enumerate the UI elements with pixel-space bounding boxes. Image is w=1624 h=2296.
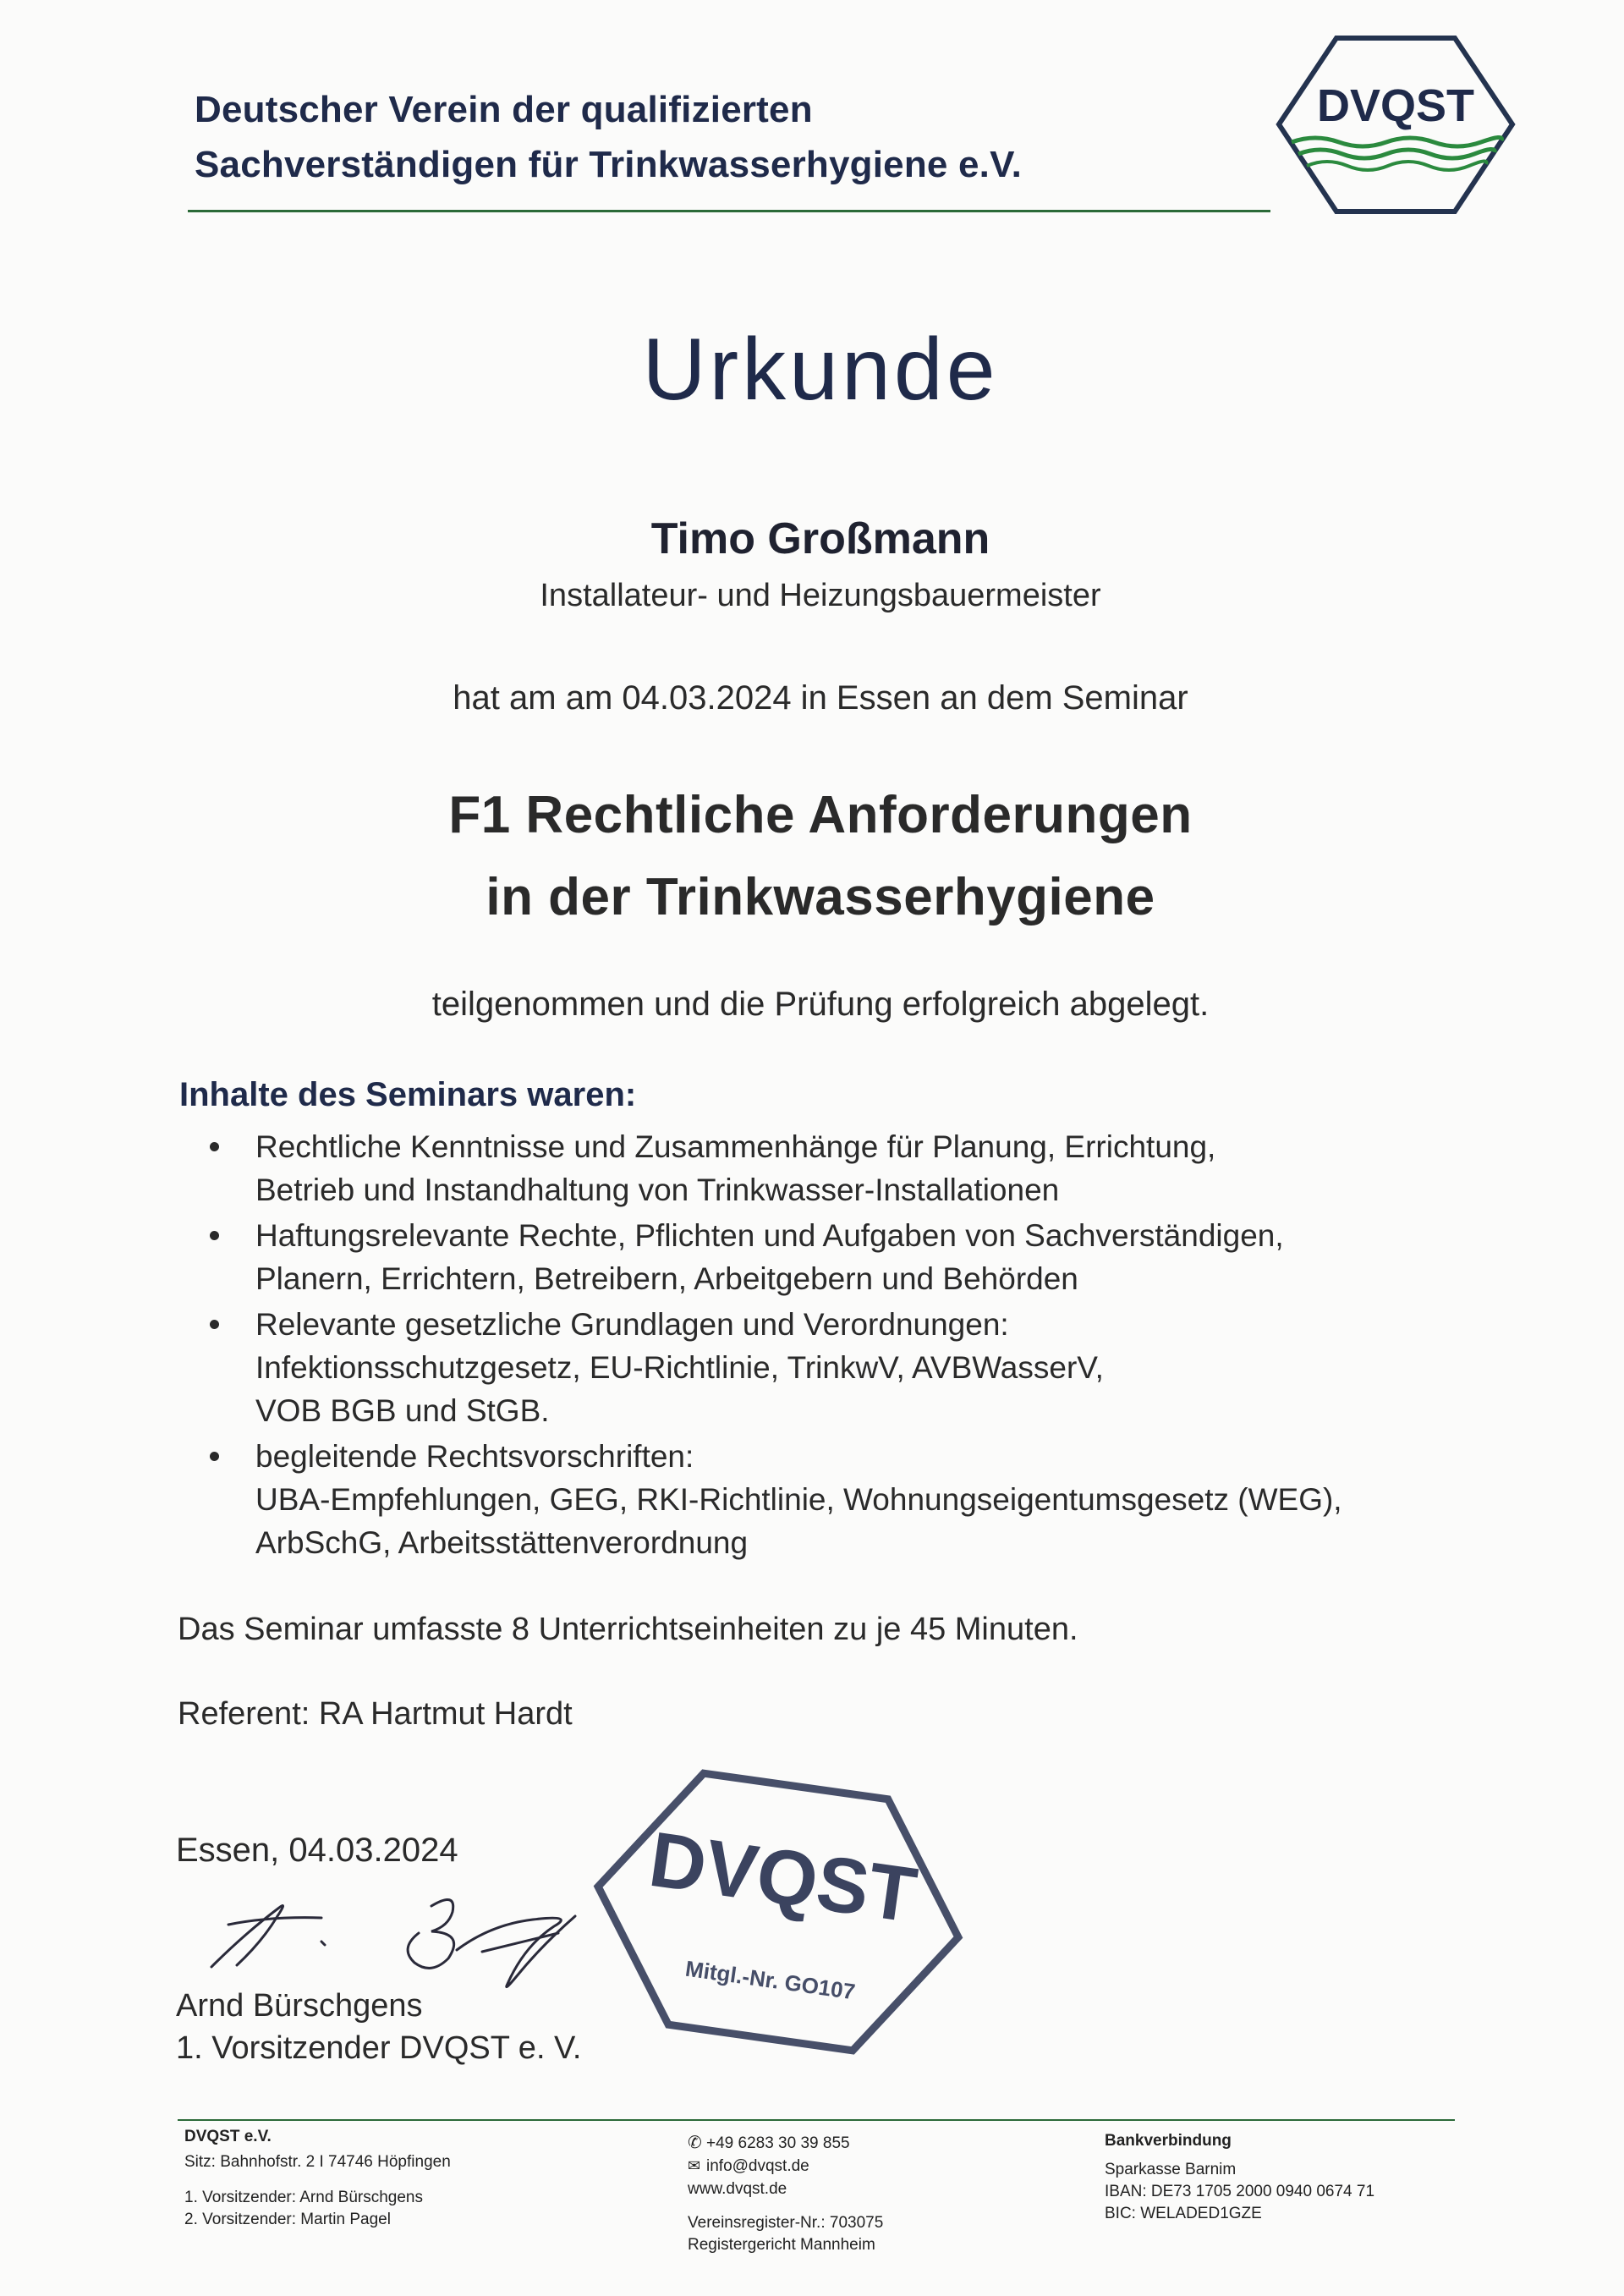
attendance-intro: hat am am 04.03.2024 in Essen an dem Seminar: [453, 679, 1188, 717]
seminar-title-line-1: F1 Rechtliche Anforderungen: [448, 786, 1193, 844]
place-and-date: Essen, 04.03.2024: [176, 1832, 458, 1869]
footer-iban: IBAN: DE73 1705 2000 0940 0674 71: [1105, 2183, 1375, 2200]
footer-email: [688, 2157, 883, 2176]
footer-column-address: [184, 2128, 451, 2229]
exam-result: teilgenommen und die Prüfung erfolgreich abgelegt.: [431, 986, 1210, 1023]
seminar-title-line-2: in der Trinkwasserhygiene: [486, 868, 1155, 926]
footer-web: www.dvqst.de: [688, 2180, 787, 2198]
header-divider: [188, 210, 1270, 212]
list-item-line: Infektionsschutzgesetz, EU-Richtlinie, TrinkwV, AVBWasserV,: [255, 1350, 1104, 1385]
footer-bank-name: Sparkasse Barnim: [1105, 2161, 1237, 2178]
footer-column-contact: [688, 2132, 883, 2255]
footer-org: DVQST e.V.: [184, 2128, 272, 2145]
list-item: [203, 1214, 1472, 1300]
footer-chair-2: 2. Vorsitzender: Martin Pagel: [184, 2211, 391, 2228]
seminar-speaker: Referent: RA Hartmut Hardt: [178, 1696, 573, 1732]
phone-icon: ✆: [688, 2134, 702, 2152]
contents-list: [203, 1125, 1472, 1567]
footer-bic: BIC: WELADED1GZE: [1105, 2205, 1262, 2222]
mail-icon: ✉: [688, 2157, 701, 2174]
bullet-icon: [210, 1142, 219, 1151]
list-item-line: ArbSchG, Arbeitsstättenverordnung: [255, 1525, 749, 1560]
footer-bank-heading: Bankverbindung: [1105, 2132, 1232, 2150]
bullet-icon: [210, 1320, 219, 1329]
association-stamp: [584, 1760, 973, 2064]
list-item-line: VOB BGB und StGB.: [255, 1393, 550, 1428]
certificate-title: Urkunde: [642, 321, 999, 419]
list-item-line: Haftungsrelevante Rechte, Pflichten und Aufgaben von Sachverständigen,: [255, 1218, 1284, 1253]
list-item: [203, 1303, 1472, 1432]
contents-heading: Inhalte des Seminars waren:: [179, 1076, 637, 1113]
bullet-icon: [210, 1452, 219, 1461]
footer-seat: Sitz: Bahnhofstr. 2 I 74746 Höpfingen: [184, 2153, 451, 2171]
footer-email-text: info@dvqst.de: [706, 2157, 809, 2175]
footer-court: Registergericht Mannheim: [688, 2236, 875, 2254]
dvqst-logo: [1273, 34, 1518, 216]
recipient-name: Timo Großmann: [650, 514, 990, 563]
handwritten-signature: [178, 1865, 601, 2001]
organization-name-line-1: Deutscher Verein der qualifizierten: [195, 89, 813, 130]
recipient-profession: Installateur- und Heizungsbauermeister: [540, 578, 1101, 613]
bullet-icon: [210, 1231, 219, 1240]
footer-column-bank: [1105, 2132, 1374, 2223]
list-item-line: UBA-Empfehlungen, GEG, RKI-Richtlinie, Wohnungseigentumsgesetz (WEG),: [255, 1482, 1342, 1517]
list-item-line: Betrieb und Instandhaltung von Trinkwasser-Installationen: [255, 1173, 1060, 1207]
list-item-line: Rechtliche Kenntnisse und Zusammenhänge für Planung, Errichtung,: [255, 1129, 1216, 1164]
footer-divider: [178, 2119, 1455, 2121]
list-item: [203, 1435, 1472, 1564]
organization-name-line-2: Sachverständigen für Trinkwasserhygiene e.V.: [195, 144, 1023, 185]
logo-text: DVQST: [1316, 80, 1475, 131]
list-item-line: begleitende Rechtsvorschriften:: [255, 1439, 694, 1474]
stamp-member-number: Mitgl.-Nr. GO107: [683, 1955, 857, 2005]
signer-name: Arnd Bürschgens: [176, 1988, 423, 2024]
signer-role: 1. Vorsitzender DVQST e. V.: [176, 2030, 582, 2066]
list-item-line: Planern, Errichtern, Betreibern, Arbeitgebern und Behörden: [255, 1261, 1078, 1296]
footer-phone: [688, 2132, 883, 2153]
list-item: [203, 1125, 1472, 1211]
seminar-duration: Das Seminar umfasste 8 Unterrichtseinheiten zu je 45 Minuten.: [178, 1612, 1078, 1647]
footer-chair-1: 1. Vorsitzender: Arnd Bürschgens: [184, 2189, 423, 2206]
stamp-text: DVQST: [644, 1815, 922, 1939]
footer-register: Vereinsregister-Nr.: 703075: [688, 2214, 884, 2232]
footer-phone-text: +49 6283 30 39 855: [706, 2134, 850, 2152]
list-item-line: Relevante gesetzliche Grundlagen und Verordnungen:: [255, 1307, 1009, 1342]
